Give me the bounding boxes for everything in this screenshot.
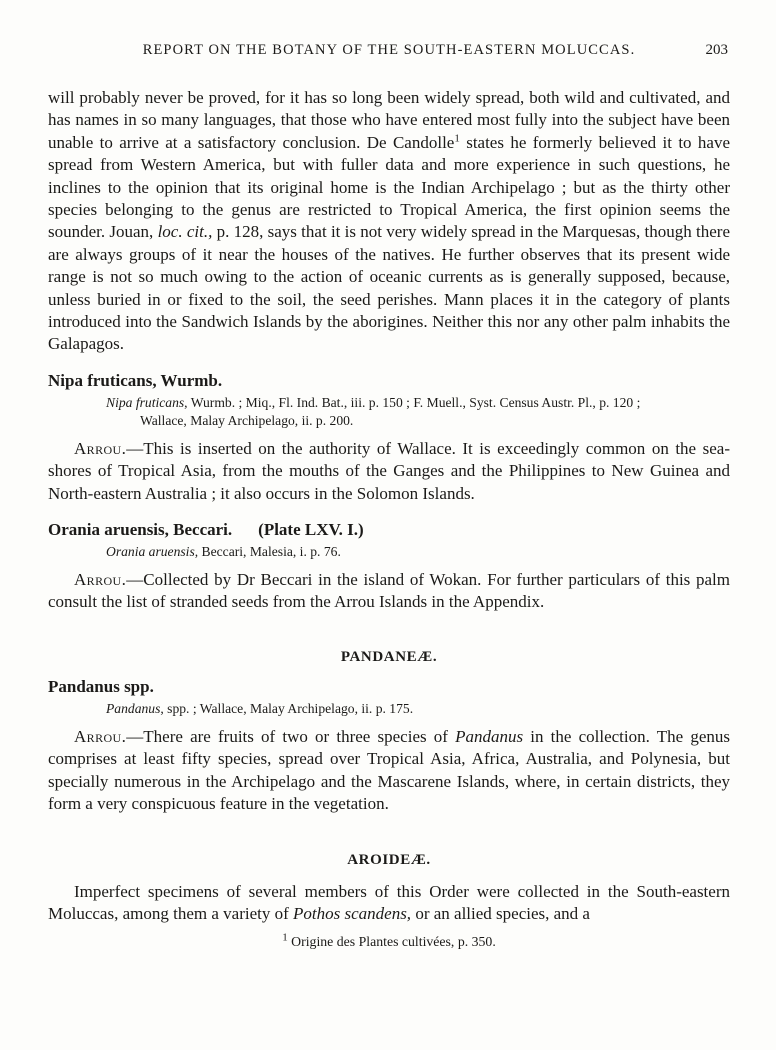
arrou-pandanus-italic: Pandanus xyxy=(455,726,524,746)
arrou-nipa-text: —This is inserted on the authority of Wallace. It is exceedingly common on the sea-shores of Tropical Asia, from the mouths of the Ganges and the Philippines to New Guinea and North-eastern Australia ; it also occurs in the Solomon Islands. xyxy=(48,438,730,503)
paragraph-aroideae xyxy=(48,881,730,926)
arrou-pandanus-text-2: in the collection. The genus comprises at least fifty species, spread over Tropical Asia, Africa, Australia, and Polynesia, but specially numerous in the Archipelago and the Mascarene Islands, where, in certain districts, they form a very conspicuous feature in the vegetation. xyxy=(48,726,730,814)
header-title: REPORT ON THE BOTANY OF THE SOUTH-EASTERN MOLUCCAS. xyxy=(142,42,636,58)
paragraph-arrou-pandanus xyxy=(48,726,730,816)
citation-pandanus-rest: , spp. ; Wallace, Malay Archipelago, ii. p. 175. xyxy=(160,701,414,717)
citation-orania-line1 xyxy=(106,543,730,562)
citation-orania xyxy=(106,543,730,562)
citation-nipa xyxy=(106,394,730,431)
footnote-reference-mark: 1 xyxy=(454,132,460,145)
arrou-label: Arrou. xyxy=(74,438,127,458)
page-number: 203 xyxy=(705,42,728,58)
orania-heading-text: Orania aruensis, Beccari. xyxy=(48,520,233,540)
intro-text-3: p. 128, says that it is not very widely spread in the Marquesas, though there are always groups of it near the houses of the natives. He further observes that its present wide range is not so much owing to the action of oceanic currents as is generally supposed, because, unless buried in or fixed to the soil, the seed perishes. Mann places it in the category of plants introduced into the Sandwich Islands by the aborigines. Neither this nor any other palm inhabits the Galapagos. xyxy=(48,222,730,354)
species-heading-orania xyxy=(48,520,730,540)
plate-reference: (Plate LXV. I.) xyxy=(258,520,364,540)
species-heading-nipa: Nipa fruticans, Wurmb. xyxy=(48,370,223,390)
footnote-text: Origine des Plantes cultivées, p. 350. xyxy=(287,934,496,950)
arrou-pandanus-text-1: —There are fruits of two or three species of xyxy=(126,726,456,746)
intro-text-2: states he formerly believed it to have spread from Western America, but with fuller data and more experience in such questions, he inclines to the opinion that its original home is the Indian Archipelago ; but as the thirty other species belonging to the genus are restricted to Tropical America, the first opinion seems the sounder. Jouan, xyxy=(48,132,730,242)
citation-pandanus xyxy=(106,700,730,719)
family-heading-aroideae: AROIDEÆ. xyxy=(347,851,431,868)
aroideae-italic-pothos: Pothos scandens, xyxy=(293,903,412,923)
citation-pandanus-line1 xyxy=(106,700,730,719)
paragraph-arrou-orania xyxy=(48,569,730,614)
footnote-number: 1 xyxy=(282,931,288,944)
citation-nipa-species-italic: Nipa fruticans xyxy=(106,394,185,410)
aroideae-text-2: or an allied species, and a xyxy=(411,903,590,923)
species-heading-pandanus: Pandanus spp. xyxy=(48,677,154,697)
arrou-label: Arrou. xyxy=(74,569,127,589)
citation-nipa-rest: , Wurmb. ; Miq., Fl. Ind. Bat., iii. p. 150 ; F. Muell., Syst. Census Austr. Pl., p. 120 ; xyxy=(184,394,641,410)
citation-orania-rest: , Beccari, Malesia, i. p. 76. xyxy=(194,544,341,560)
intro-text-1: will probably never be proved, for it has so long been widely spread, both wild and cultivated, and has names in so many languages, that those who have entered most fully into the subject have been unable to arrive at a satisfactory conclusion. De Candolle xyxy=(48,88,730,152)
arrou-label: Arrou. xyxy=(74,726,127,746)
paragraph-intro xyxy=(48,87,730,356)
footnote xyxy=(48,931,730,950)
intro-italic-loc-cit: loc. cit., xyxy=(157,222,213,242)
citation-nipa-line1 xyxy=(106,394,730,413)
citation-pandanus-species-italic: Pandanus xyxy=(106,701,161,717)
paragraph-arrou-nipa xyxy=(48,438,730,505)
running-header xyxy=(48,42,730,59)
citation-nipa-line2: Wallace, Malay Archipelago, ii. p. 200. xyxy=(140,413,354,429)
arrou-orania-text: —Collected by Dr Beccari in the island of Wokan. For further particulars of this palm consult the list of stranded seeds from the Arrou Islands in the Appendix. xyxy=(48,569,730,611)
citation-orania-species-italic: Orania aruensis xyxy=(106,544,195,560)
aroideae-text-1: Imperfect specimens of several members of this Order were collected in the South-eastern Moluccas, among them a variety of xyxy=(48,881,730,923)
family-heading-pandaneae: PANDANEÆ. xyxy=(340,649,438,666)
